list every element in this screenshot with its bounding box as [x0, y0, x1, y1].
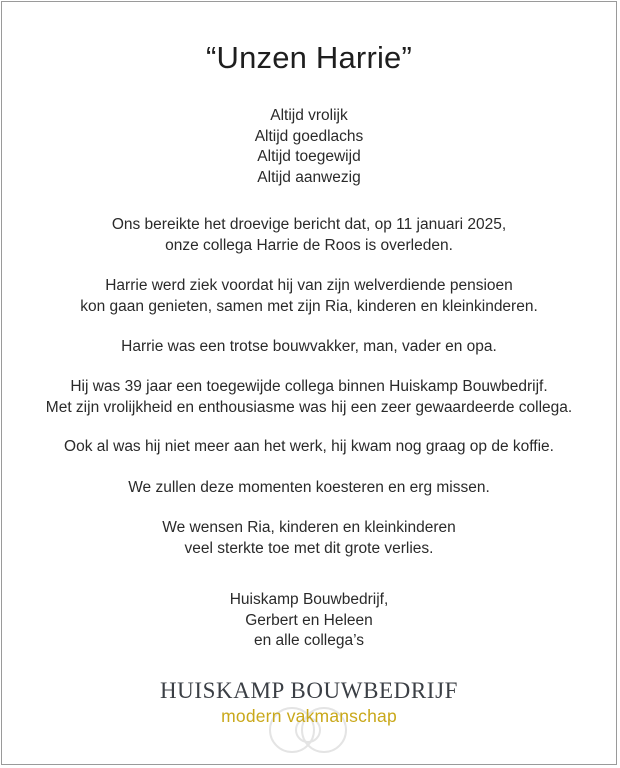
paragraph-coffee	[2, 437, 616, 458]
paragraph-line: Ook al was hij niet meer aan het werk, hij kwam nog graag op de koffie.	[64, 438, 554, 455]
paragraph-condolence	[2, 518, 616, 559]
motto-line: Altijd aanwezig	[257, 168, 361, 186]
paragraph-line: We zullen deze momenten koesteren en erg missen.	[128, 479, 490, 496]
signature-block	[2, 590, 616, 652]
signature-line: Gerbert en Heleen	[245, 611, 373, 629]
paragraph-memories	[2, 478, 616, 499]
paragraph-line: veel sterkte toe met dit grote verlies.	[184, 539, 434, 557]
paragraph-line: Met zijn vrolijkheid en enthousiasme was hij een zeer gewaardeerde collega.	[45, 398, 573, 416]
page-title: “Unzen Harrie”	[205, 40, 413, 75]
paragraph-line: kon gaan genieten, samen met zijn Ria, kinderen en kleinkinderen.	[80, 297, 538, 315]
signature-line: en alle collega’s	[253, 632, 364, 649]
paragraph-line: Harrie werd ziek voordat hij van zijn welverdiende pensioen	[105, 277, 513, 294]
paragraph-line: Harrie was een trotse bouwvakker, man, vader en opa.	[121, 338, 497, 355]
paragraph-line: Ons bereikte het droevige bericht dat, op 11 januari 2025,	[111, 216, 507, 233]
company-logo-tagline: modern vakmanschap	[221, 706, 397, 726]
paragraph-line: We wensen Ria, kinderen en kleinkinderen	[162, 519, 456, 536]
paragraph-pride	[2, 337, 616, 358]
motto-block	[2, 106, 616, 188]
paragraph-career	[2, 377, 616, 418]
company-logo-name: HUISKAMP BOUWBEDRIJF	[159, 678, 459, 703]
motto-line: Altijd vrolijk	[270, 107, 348, 124]
signature-line: Huiskamp Bouwbedrijf,	[229, 591, 389, 608]
paragraph-line: onze collega Harrie de Roos is overleden.	[165, 236, 453, 254]
paragraph-announcement	[2, 215, 616, 256]
paragraph-illness	[2, 276, 616, 317]
obituary-card	[1, 1, 617, 765]
motto-line: Altijd goedlachs	[254, 127, 364, 145]
paragraph-line: Hij was 39 jaar een toegewijde collega binnen Huiskamp Bouwbedrijf.	[70, 378, 548, 395]
motto-line: Altijd toegewijd	[257, 148, 361, 165]
